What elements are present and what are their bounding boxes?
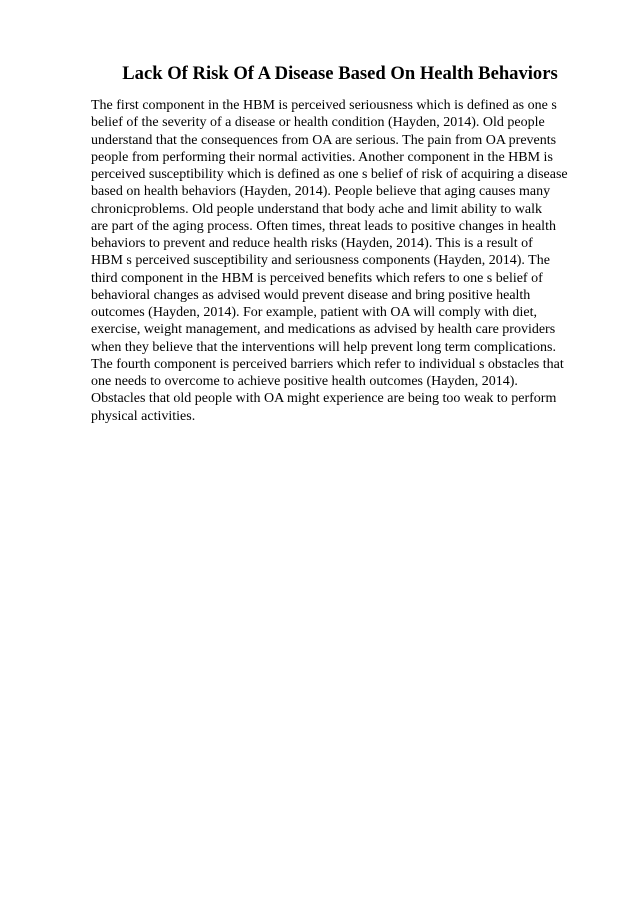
text-line: Obstacles that old people with OA might experience are being too weak to perform (91, 391, 557, 407)
text-line: HBM s perceived susceptibility and seriousness components (Hayden, 2014). The (91, 253, 550, 269)
text-line: belief of the severity of a disease or health condition (Hayden, 2014). Old people (91, 115, 545, 131)
text-line: perceived susceptibility which is defined as one s belief of risk of acquiring a disease (91, 167, 568, 182)
text-line: based on health behaviors (Hayden, 2014). People believe that aging causes many (91, 184, 551, 200)
text-line: chronicproblems. Old people understand that body ache and limit ability to walk (91, 201, 543, 217)
text-line: understand that the consequences from OA are serious. The pain from OA prevents (91, 132, 557, 148)
text-line: physical activities. (91, 408, 196, 424)
text-line: when they believe that the interventions will help prevent long term complications. (91, 339, 556, 355)
document-title: Lack Of Risk Of A Disease Based On Health Behaviors (122, 63, 558, 84)
text-line: behaviors to prevent and reduce health risks (Hayden, 2014). This is a result of (91, 236, 533, 251)
text-line: third component in the HBM is perceived benefits which refers to one s belief of (91, 270, 543, 286)
text-line: The fourth component is perceived barriers which refer to individual s obstacles that (91, 356, 564, 372)
text-line: behavioral changes as advised would prevent disease and bring positive health (91, 287, 531, 303)
body-paragraph (91, 97, 611, 425)
text-line: The first component in the HBM is perceived seriousness which is defined as one s (91, 98, 557, 113)
text-line: outcomes (Hayden, 2014). For example, patient with OA will comply with diet, (91, 305, 537, 320)
text-line: exercise, weight management, and medications as advised by health care providers (91, 322, 556, 338)
text-line: are part of the aging process. Often times, threat leads to positive changes in health (91, 218, 556, 234)
text-line: one needs to overcome to achieve positive health outcomes (Hayden, 2014). (91, 374, 518, 389)
text-line: people from performing their normal activities. Another component in the HBM is (91, 149, 553, 165)
